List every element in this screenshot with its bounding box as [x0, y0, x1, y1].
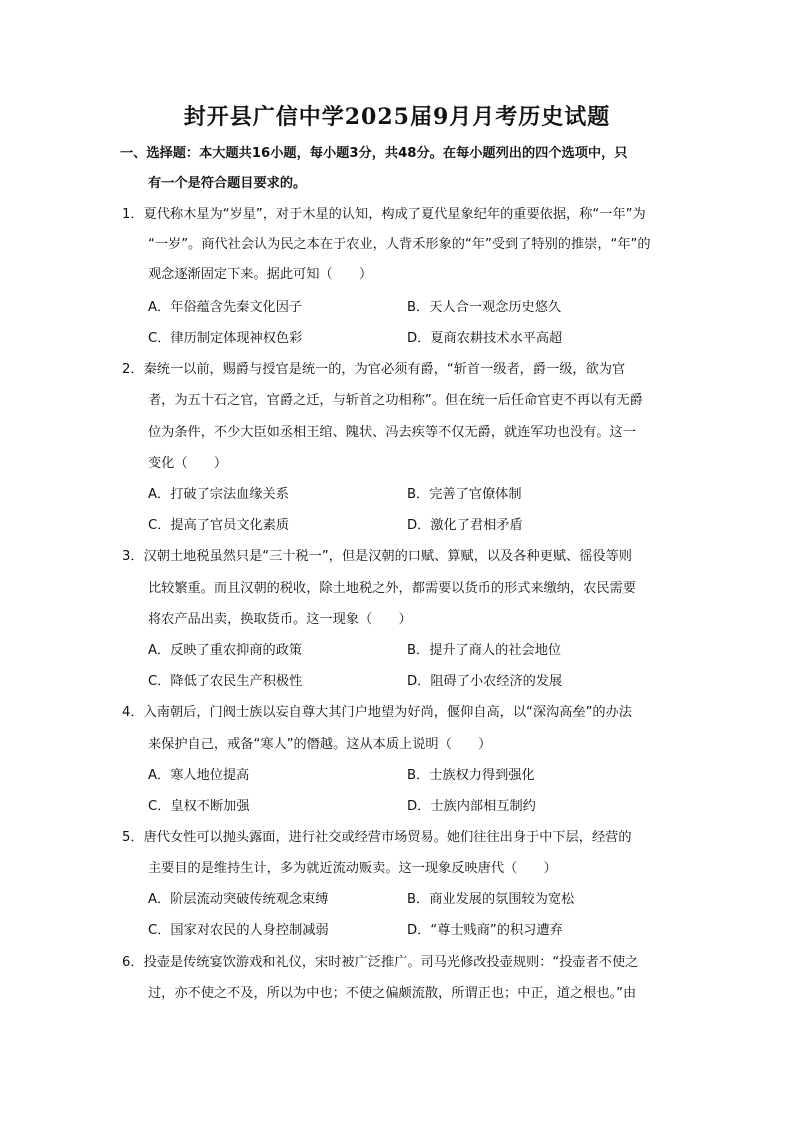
question-5-option-c: C．国家对农民的人身控制减弱	[148, 923, 329, 938]
exam-title: 封开县广信中学2025届9月月考历史试题	[183, 104, 611, 130]
question-1-stem-line-2: “一岁”。商代社会认为民之本在于农业，人背禾形象的“年”受到了特别的推崇，“年”的	[148, 237, 651, 252]
question-2-option-b: B．完善了官僚体制	[407, 487, 522, 502]
question-1-option-b: B．天人合一观念历史悠久	[407, 300, 562, 315]
question-1-option-a: A．年俗蕴含先秦文化因子	[148, 300, 303, 315]
question-6-stem-line-2: 过，亦不使之不及，所以为中也；不使之偏颇流散，所谓正也；中正，道之根也。”由	[148, 986, 637, 1001]
question-5-stem-line-2: 主要目的是维持生计，多为就近流动贩卖。这一现象反映唐代（ ）	[148, 861, 557, 876]
question-1-stem-line-3: 观念逐渐固定下来。据此可知（ ）	[148, 267, 373, 282]
question-2-stem-line-4: 变化（ ）	[148, 456, 228, 471]
question-4-stem-line-2: 来保护自己，戒备“寒人”的僭越。这从本质上说明（ ）	[148, 737, 492, 752]
question-2-stem-line-2: 者，为五十石之官，官爵之迁，与斩首之功相称”。但在统一后任命官吏不再以有无爵	[148, 393, 643, 408]
question-5-option-b: B．商业发展的氛围较为宽松	[407, 892, 575, 907]
question-5-option-a: A．阶层流动突破传统观念束缚	[148, 892, 329, 907]
question-4-option-a: A．寒人地位提高	[148, 768, 250, 783]
question-1-option-d: D．夏商农耕技术水平高超	[407, 331, 563, 346]
question-2-option-a: A．打破了宗法血缘关系	[148, 487, 289, 502]
section-heading-line-2: 有一个是符合题目要求的。	[148, 176, 307, 191]
question-3-stem-line-2: 比较繁重。而且汉朝的税收，除土地税之外，都需要以货币的形式来缴纳，农民需要	[148, 581, 636, 596]
question-4-option-b: B．士族权力得到强化	[407, 768, 535, 783]
question-3-stem-line-1: 3．汉朝土地税虽然只是“三十税一”，但是汉朝的口赋、算赋，以及各种更赋、徭役等则	[122, 549, 632, 564]
question-5-stem-line-1: 5．唐代女性可以抛头露面，进行社交或经营市场贸易。她们往往出身于中下层，经营的	[122, 830, 632, 845]
question-4-option-c: C．皇权不断加强	[148, 799, 250, 814]
question-2-stem-line-1: 2．秦统一以前，赐爵与授官是统一的，为官必须有爵，“斩首一级者，爵一级，欲为官	[122, 362, 626, 377]
question-3-option-b: B．提升了商人的社会地位	[407, 643, 562, 658]
question-1-stem-line-1: 1．夏代称木星为“岁星”，对于木星的认知，构成了夏代星象纪年的重要依据，称“一年”为	[122, 207, 646, 222]
question-4-stem-line-1: 4．入南朝后，门阀士族以妄自尊大其门户地望为好尚，偃仰自高，以“深沟高垒”的办法	[122, 705, 632, 720]
question-5-option-d: D．“尊士贱商”的积习遭弃	[407, 923, 563, 938]
question-3-option-c: C．降低了农民生产积极性	[148, 674, 303, 689]
question-6-stem-line-1: 6．投壶是传统宴饮游戏和礼仪，宋时被广泛推广。司马光修改投壶规则：“投壶者不使之	[122, 955, 639, 970]
question-3-stem-line-3: 将农产品出卖，换取货币。这一现象（ ）	[148, 612, 412, 627]
question-4-option-d: D．士族内部相互制约	[407, 799, 536, 814]
question-2-option-d: D．激化了君相矛盾	[407, 518, 523, 533]
question-3-option-a: A．反映了重农抑商的政策	[148, 643, 303, 658]
section-heading-line-1: 一、选择题：本大题共16小题，每小题3分，共48分。在每小题列出的四个选项中，只	[120, 146, 628, 161]
question-1-option-c: C．律历制定体现神权色彩	[148, 331, 303, 346]
question-3-option-d: D．阻碍了小农经济的发展	[407, 674, 563, 689]
question-2-option-c: C．提高了官员文化素质	[148, 518, 290, 533]
question-2-stem-line-3: 位为条件，不少大臣如丞相王绾、隗状、冯去疾等不仅无爵，就连军功也没有。这一	[148, 425, 636, 440]
